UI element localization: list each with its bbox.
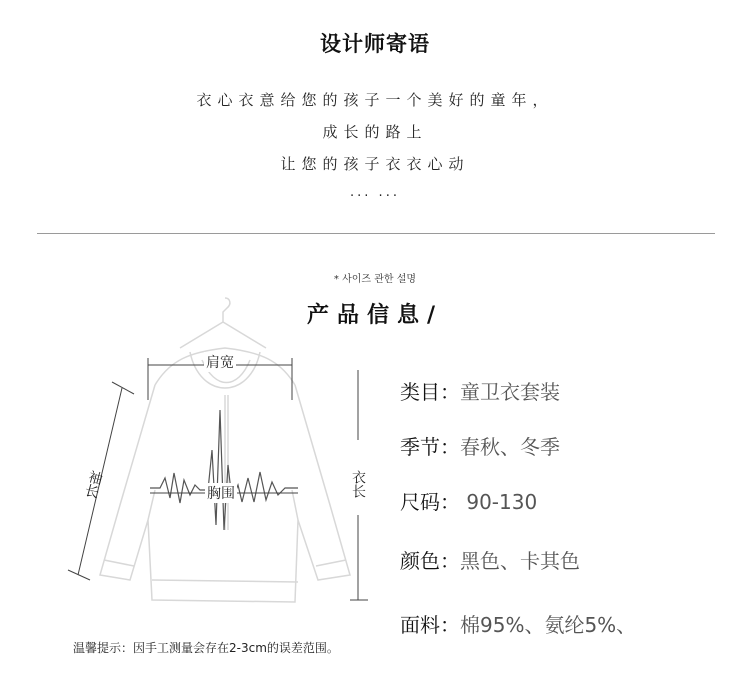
- spec-color-value: 黑色、卡其色: [460, 549, 580, 573]
- designer-title: 设计师寄语: [320, 32, 430, 56]
- spec-color-label: 颜色：: [400, 549, 460, 573]
- spec-season-value: 春秋、冬季: [460, 435, 560, 459]
- sweatshirt-outline: [100, 298, 350, 602]
- size-note-korean: * 사이즈 관한 설명: [333, 274, 417, 285]
- spec-fabric-value: 棉95%、氨纶5%、: [460, 613, 637, 637]
- length-label: 衣长: [350, 470, 366, 498]
- spec-size: [400, 486, 537, 515]
- poem-line-1: 衣心衣意给您的孩子一个美好的童年，: [196, 91, 554, 109]
- spec-size-label: 尺码：: [400, 490, 460, 514]
- spec-fabric-label: 面料：: [400, 613, 460, 637]
- chest-label: 胸围: [205, 483, 237, 503]
- spec-fabric: [400, 609, 636, 638]
- spec-category: [400, 376, 560, 405]
- garment-diagram: [60, 290, 390, 630]
- measurement-note: 温馨提示：因手工测量会存在2-3cm的误差范围。: [73, 641, 339, 655]
- spec-color: [400, 545, 580, 574]
- spec-category-value: 童卫衣套装: [460, 380, 560, 404]
- poem-ellipsis: ... ...: [350, 185, 400, 200]
- spec-season-label: 季节：: [400, 435, 460, 459]
- spec-category-label: 类目：: [400, 380, 460, 404]
- spec-size-value: 90-130: [460, 490, 538, 514]
- sleeve-label: 袖长: [81, 468, 105, 500]
- heartbeat-print: [150, 410, 298, 530]
- product-info-title: 产品信息/: [306, 303, 444, 328]
- poem-line-2: 成长的路上: [322, 123, 428, 141]
- shoulder-label: 肩宽: [204, 352, 236, 372]
- poem-line-3: 让您的孩子衣衣心动: [280, 155, 470, 173]
- section-divider: [37, 233, 715, 234]
- spec-season: [400, 431, 560, 460]
